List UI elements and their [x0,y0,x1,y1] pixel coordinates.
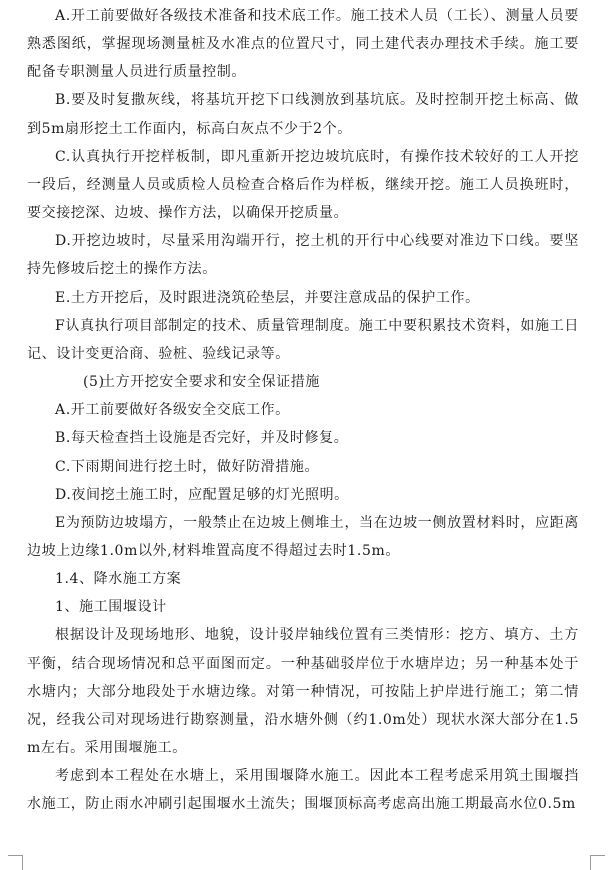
document-body [27,2,579,819]
paragraph-a: A.开工前要做好各级技术准备和技术底工作。施工技术人员（工长）、测量人员要熟悉图纸，掌握现场测量桩及水准点的位置尺寸，同土建代表办理技术手续。施工要配备专职测量人员进行质量控制。 [27,8,579,81]
safety-item-a: A.开工前要做好各级安全交底工作。 [55,402,290,419]
safety-item-c: C.下雨期间进行挖土时，做好防滑措施。 [55,458,320,475]
paragraph-c: C.认真执行开挖样板制，即凡重新开挖边坡坑底时，有操作技术较好的工人开挖一段后，经测量人员或质检人员检查合格后作为样板，继续开挖。施工人员换班时，要交接挖深、边坡、操作方法，以确保开挖质量。 [27,148,579,222]
section-5-title: 土方开挖安全要求和安全保证措施 [101,374,320,391]
safety-item-e: E为预防边坡塌方，一般禁止在边坡上侧堆土，当在边坡一侧放置材料时，应距离边坡上边缘1.0m以外,材料堆置高度不得超过去时1.5m。 [27,514,579,559]
section-1-4-heading: 1.4、降水施工方案 [55,571,182,588]
body-paragraph-1: 根据设计及现场地形、地貌，设计驳岸轴线位置有三类情形：挖方、填方、土方平衡，结合现场情况和总平面图而定。一种基础驳岸位于水塘岸边；另一种基本处于水塘内；大部分地段处于水塘边缘。对第一种情况，可按陆上护岸进行施工；第二情况，经我公司对现场进行勘察测量，沿水塘外侧（约1.0m处）现状水深大部分在1.5m左右。采用围堰施工。 [27,627,579,757]
section-5-heading [27,368,579,396]
section-5-number: (5) [83,374,105,391]
body-paragraph-2: 考虑到本工程处在水塘上，采用围堰降水施工。因此本工程考虑采用筑土围堰挡水施工，防止雨水冲刷引起围堰水土流失；围堰顶标高考虑高出施工期最高水位0.5m [27,768,579,813]
safety-item-d: D.夜间挖土施工时，应配置足够的灯光照明。 [55,486,349,503]
paragraph-f: F认真执行项目部制定的技术、质量管理制度。施工中要积累技术资料，如施工日记、设计变更洽商、验桩、验线记录等。 [27,317,579,362]
paragraph-e: E.土方开挖后，及时跟进浇筑砼垫层，并要注意成品的保护工作。 [55,289,480,306]
safety-item-b: B.每天检查挡土设施是否完好，并及时修复。 [55,430,349,447]
page-corner-mark-bottom-left [8,855,23,870]
paragraph-d: D.开挖边坡时，尽量采用沟端开行，挖土机的开行中心线要对准边下口线。要坚持先修坡后挖土的操作方法。 [27,233,579,278]
page-corner-mark-bottom-right [590,855,605,870]
paragraph-b: B.要及时复撒灰线，将基坑开挖下口线测放到基坑底。及时控制开挖土标高、做到5m扇形挖土工作面内，标高白灰点不少于2个。 [27,92,579,137]
subsection-1-heading: 1、施工围堰设计 [55,599,167,616]
